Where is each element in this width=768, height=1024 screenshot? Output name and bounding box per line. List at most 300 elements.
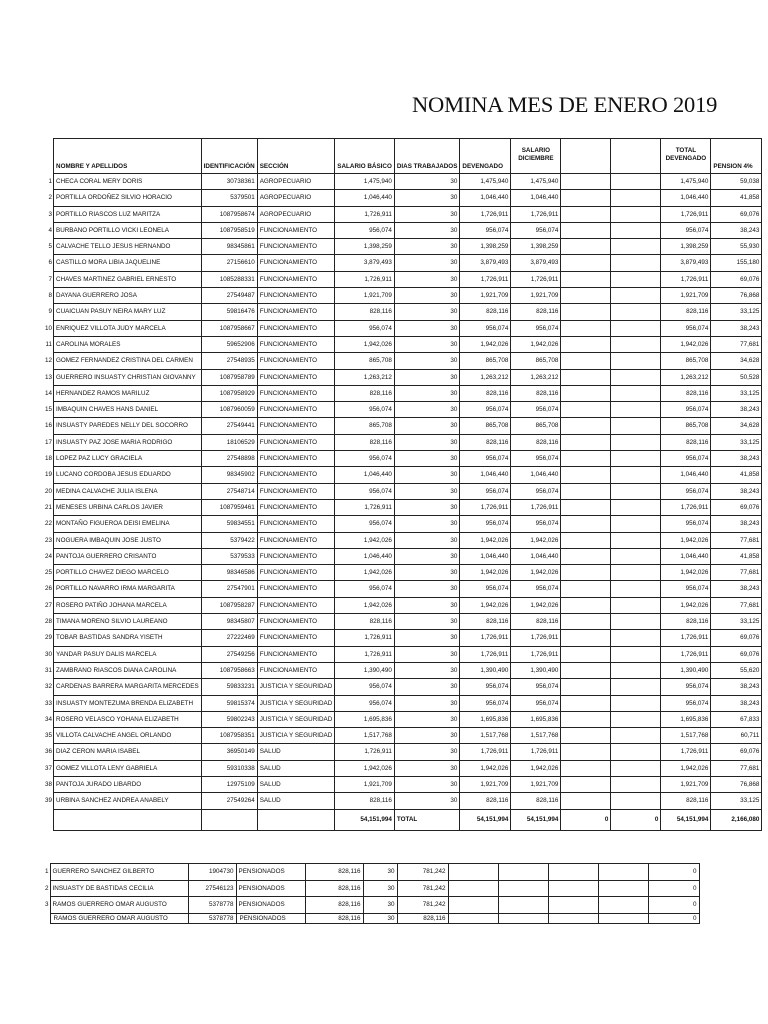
header-blank-2 bbox=[611, 139, 661, 174]
row-number: 12 bbox=[45, 357, 53, 365]
employee-id: 59815374 bbox=[201, 695, 257, 711]
total-devengado: 1,726,911 bbox=[661, 271, 711, 287]
devengado: 1,390,490 bbox=[460, 662, 511, 678]
salary-basic: 828,116 bbox=[305, 880, 363, 897]
devengado: 1,046,440 bbox=[460, 548, 511, 564]
row-number: 15 bbox=[45, 406, 53, 414]
salary-basic: 1,517,768 bbox=[335, 728, 395, 744]
blank-cell bbox=[561, 744, 611, 760]
devengado: 1,942,026 bbox=[460, 565, 511, 581]
row-number: 9 bbox=[48, 308, 53, 316]
row-number: 35 bbox=[45, 732, 53, 740]
devengado: 1,942,026 bbox=[460, 760, 511, 776]
blank-cell bbox=[611, 434, 661, 450]
pension: 38,243 bbox=[711, 222, 762, 238]
blank-cell bbox=[561, 385, 611, 401]
pension: 38,243 bbox=[711, 581, 762, 597]
pension: 34,628 bbox=[711, 353, 762, 369]
salary-basic: 865,708 bbox=[335, 353, 395, 369]
devengado: 1,942,026 bbox=[460, 597, 511, 613]
days-worked: 30 bbox=[394, 711, 460, 727]
salary-december: 1,726,911 bbox=[511, 630, 561, 646]
devengado: 1,726,911 bbox=[460, 630, 511, 646]
salary-basic: 865,708 bbox=[335, 418, 395, 434]
pension: 38,243 bbox=[711, 320, 762, 336]
header-blank-1 bbox=[561, 139, 611, 174]
salary-december: 956,074 bbox=[511, 516, 561, 532]
devengado: 1,263,212 bbox=[460, 369, 511, 385]
pension: 38,243 bbox=[711, 402, 762, 418]
pensioner-rows bbox=[45, 864, 699, 924]
row-number: 2 bbox=[45, 884, 49, 892]
pensioner-id: 5378778 bbox=[188, 897, 236, 914]
total-devengado: 956,074 bbox=[661, 581, 711, 597]
days-worked: 30 bbox=[394, 532, 460, 548]
employee-name: GUERRERO INSUASTY CHRISTIAN GIOVANNY bbox=[54, 369, 202, 385]
employee-section: AGROPECUARIO bbox=[257, 174, 335, 190]
blank-cell bbox=[561, 320, 611, 336]
devengado: 956,074 bbox=[460, 451, 511, 467]
pension: 38,243 bbox=[711, 483, 762, 499]
blank-cell bbox=[611, 548, 661, 564]
total-salary: 54,151,994 bbox=[335, 809, 395, 830]
devengado: 1,726,911 bbox=[460, 206, 511, 222]
salary-december: 1,046,440 bbox=[511, 467, 561, 483]
employee-id: 59310338 bbox=[201, 760, 257, 776]
devengado: 956,074 bbox=[460, 222, 511, 238]
row-number: 38 bbox=[45, 780, 53, 788]
employee-name: DIAZ CERON MARIA ISABEL bbox=[54, 744, 202, 760]
header-row bbox=[45, 139, 762, 174]
devengado: 1,695,836 bbox=[460, 711, 511, 727]
employee-id: 27156610 bbox=[201, 255, 257, 271]
blank-cell bbox=[561, 206, 611, 222]
salary-december: 1,475,940 bbox=[511, 174, 561, 190]
payroll-rows bbox=[45, 174, 762, 810]
pension: 69,076 bbox=[711, 646, 762, 662]
total-devengado: 1,726,911 bbox=[661, 646, 711, 662]
blank-cell bbox=[561, 190, 611, 206]
salary-december: 1,921,709 bbox=[511, 288, 561, 304]
employee-name: HERNANDEZ RAMOS MARILUZ bbox=[54, 385, 202, 401]
days-worked: 30 bbox=[394, 353, 460, 369]
days-worked: 30 bbox=[394, 206, 460, 222]
blank-cell bbox=[561, 353, 611, 369]
blank-cell bbox=[611, 206, 661, 222]
totals-row bbox=[45, 809, 762, 830]
salary-december: 1,726,911 bbox=[511, 744, 561, 760]
total-devengado: 1,942,026 bbox=[661, 532, 711, 548]
row-number: 23 bbox=[45, 536, 53, 544]
table-row bbox=[45, 565, 762, 581]
employee-section: JUSTICIA Y SEGURIDAD bbox=[257, 728, 335, 744]
employee-id: 27548714 bbox=[201, 483, 257, 499]
employee-name: MONTAÑO FIGUEROA DEISI EMELINA bbox=[54, 516, 202, 532]
employee-section: FUNCIONAMIENTO bbox=[257, 614, 335, 630]
employee-section: FUNCIONAMIENTO bbox=[257, 532, 335, 548]
employee-name: VILLOTA CALVACHE ANGEL ORLANDO bbox=[54, 728, 202, 744]
total-label: TOTAL bbox=[394, 809, 460, 830]
row-number: 36 bbox=[45, 748, 53, 756]
pension: 76,868 bbox=[711, 776, 762, 792]
days-worked: 30 bbox=[394, 630, 460, 646]
days-worked: 30 bbox=[394, 728, 460, 744]
blank-cell bbox=[611, 793, 661, 809]
employee-name: CAROLINA MORALES bbox=[54, 336, 202, 352]
devengado: 956,074 bbox=[460, 581, 511, 597]
pension: 67,833 bbox=[711, 711, 762, 727]
blank-cell bbox=[561, 174, 611, 190]
days-worked: 30 bbox=[394, 760, 460, 776]
employee-section: FUNCIONAMIENTO bbox=[257, 402, 335, 418]
pensioner-row bbox=[45, 864, 699, 881]
row-number: 39 bbox=[45, 797, 53, 805]
pension: 76,868 bbox=[711, 288, 762, 304]
blank-cell bbox=[561, 369, 611, 385]
row-number: 20 bbox=[45, 487, 53, 495]
employee-id: 59802243 bbox=[201, 711, 257, 727]
blank-cell bbox=[611, 222, 661, 238]
total-salary-dec: 54,151,994 bbox=[511, 809, 561, 830]
total-devengado: 1,921,709 bbox=[661, 776, 711, 792]
devengado: 865,708 bbox=[460, 418, 511, 434]
salary-december: 828,116 bbox=[511, 434, 561, 450]
salary-december: 828,116 bbox=[511, 793, 561, 809]
row-number: 32 bbox=[45, 683, 53, 691]
salary-basic: 3,879,493 bbox=[335, 255, 395, 271]
salary-december: 1,726,911 bbox=[511, 646, 561, 662]
row-number: 3 bbox=[45, 901, 49, 909]
devengado: 1,942,026 bbox=[460, 532, 511, 548]
salary-basic: 828,116 bbox=[335, 614, 395, 630]
pension: 33,125 bbox=[711, 304, 762, 320]
table-row bbox=[45, 662, 762, 678]
days-worked: 30 bbox=[363, 880, 397, 897]
blank-cell bbox=[448, 913, 498, 923]
table-row bbox=[45, 190, 762, 206]
blank-cell bbox=[611, 744, 661, 760]
days-worked: 30 bbox=[394, 679, 460, 695]
total-devengado: 956,074 bbox=[661, 320, 711, 336]
devengado: 781,242 bbox=[397, 897, 448, 914]
blank-cell bbox=[561, 467, 611, 483]
total-devengado: 1,942,026 bbox=[661, 597, 711, 613]
pension: 77,681 bbox=[711, 597, 762, 613]
days-worked: 30 bbox=[394, 336, 460, 352]
devengado: 781,242 bbox=[397, 864, 448, 881]
pension: 59,038 bbox=[711, 174, 762, 190]
days-worked: 30 bbox=[394, 614, 460, 630]
employee-section: FUNCIONAMIENTO bbox=[257, 304, 335, 320]
blank-cell bbox=[561, 499, 611, 515]
salary-basic: 1,475,940 bbox=[335, 174, 395, 190]
blank-cell bbox=[561, 516, 611, 532]
devengado: 781,242 bbox=[397, 880, 448, 897]
employee-name: ROSERO PATIÑO JOHANA MARCELA bbox=[54, 597, 202, 613]
table-row bbox=[45, 793, 762, 809]
employee-name: CHAVES MARTINEZ GABRIEL ERNESTO bbox=[54, 271, 202, 287]
row-number: 19 bbox=[45, 471, 53, 479]
employee-id: 27549264 bbox=[201, 793, 257, 809]
employee-section: FUNCIONAMIENTO bbox=[257, 499, 335, 515]
employee-id: 36950149 bbox=[201, 744, 257, 760]
blank-cell bbox=[561, 239, 611, 255]
days-worked: 30 bbox=[363, 913, 397, 923]
pension: 60,711 bbox=[711, 728, 762, 744]
blank-cell bbox=[611, 695, 661, 711]
devengado: 1,517,768 bbox=[460, 728, 511, 744]
salary-december: 1,398,259 bbox=[511, 239, 561, 255]
days-worked: 30 bbox=[394, 385, 460, 401]
pension: 55,620 bbox=[711, 662, 762, 678]
pension: 77,681 bbox=[711, 760, 762, 776]
salary-basic: 1,921,709 bbox=[335, 288, 395, 304]
header-salary: SALARIO BÁSICO bbox=[335, 139, 395, 174]
row-number: 4 bbox=[48, 226, 53, 234]
employee-id: 27549441 bbox=[201, 418, 257, 434]
total-devengado: 956,074 bbox=[661, 695, 711, 711]
devengado: 1,726,911 bbox=[460, 499, 511, 515]
salary-basic: 956,074 bbox=[335, 222, 395, 238]
salary-december: 865,708 bbox=[511, 353, 561, 369]
salary-basic: 1,921,709 bbox=[335, 776, 395, 792]
header-section: SECCIÓN bbox=[257, 139, 335, 174]
employee-section: FUNCIONAMIENTO bbox=[257, 646, 335, 662]
blank-cell bbox=[611, 320, 661, 336]
row-number: 27 bbox=[45, 601, 53, 609]
devengado: 865,708 bbox=[460, 353, 511, 369]
salary-basic: 956,074 bbox=[335, 581, 395, 597]
employee-name: LOPEZ PAZ LUCY GRACIELA bbox=[54, 451, 202, 467]
employee-name: TOBAR BASTIDAS SANDRA YISETH bbox=[54, 630, 202, 646]
employee-section: FUNCIONAMIENTO bbox=[257, 385, 335, 401]
employee-id: 27222469 bbox=[201, 630, 257, 646]
blank-cell bbox=[611, 581, 661, 597]
employee-id: 27549487 bbox=[201, 288, 257, 304]
row-number: 34 bbox=[45, 715, 53, 723]
devengado: 956,074 bbox=[460, 320, 511, 336]
blank-cell bbox=[561, 532, 611, 548]
total-pension: 2,166,080 bbox=[711, 809, 762, 830]
salary-basic: 1,398,259 bbox=[335, 239, 395, 255]
blank-cell bbox=[561, 793, 611, 809]
pensioner-name: INSUASTY DE BASTIDAS CECILIA bbox=[50, 880, 188, 897]
employee-id: 1087958287 bbox=[201, 597, 257, 613]
employee-name: CHECA CORAL MERY DORIS bbox=[54, 174, 202, 190]
blank-cell bbox=[611, 516, 661, 532]
salary-december: 1,942,026 bbox=[511, 565, 561, 581]
row-number: 11 bbox=[45, 340, 53, 348]
salary-basic: 1,726,911 bbox=[335, 271, 395, 287]
row-number: 16 bbox=[45, 422, 53, 430]
blank-cell bbox=[561, 255, 611, 271]
row-number: 2 bbox=[48, 194, 53, 202]
total-devengado: 3,879,493 bbox=[661, 255, 711, 271]
blank-cell bbox=[611, 369, 661, 385]
table-row bbox=[45, 451, 762, 467]
blank-cell bbox=[448, 880, 498, 897]
pension: 33,125 bbox=[711, 385, 762, 401]
salary-december: 1,921,709 bbox=[511, 776, 561, 792]
header-salary-dec: SALARIO DICIEMBRE bbox=[511, 139, 561, 174]
total-devengado: 1,695,836 bbox=[661, 711, 711, 727]
days-worked: 30 bbox=[394, 271, 460, 287]
table-row bbox=[45, 499, 762, 515]
pensioner-section: PENSIONADOS bbox=[236, 864, 305, 881]
total-devengado: 956,074 bbox=[661, 451, 711, 467]
employee-id: 59834551 bbox=[201, 516, 257, 532]
employee-id: 98345807 bbox=[201, 614, 257, 630]
blank-cell bbox=[611, 483, 661, 499]
salary-december: 1,942,026 bbox=[511, 760, 561, 776]
days-worked: 30 bbox=[394, 174, 460, 190]
devengado: 3,879,493 bbox=[460, 255, 511, 271]
days-worked: 30 bbox=[394, 695, 460, 711]
employee-section: FUNCIONAMIENTO bbox=[257, 320, 335, 336]
salary-basic: 1,942,026 bbox=[335, 597, 395, 613]
salary-december: 1,046,440 bbox=[511, 548, 561, 564]
salary-december: 1,726,911 bbox=[511, 499, 561, 515]
total-devengado: 828,116 bbox=[661, 434, 711, 450]
table-row bbox=[45, 581, 762, 597]
employee-section: FUNCIONAMIENTO bbox=[257, 336, 335, 352]
pension: 38,243 bbox=[711, 679, 762, 695]
salary-basic: 828,116 bbox=[305, 897, 363, 914]
devengado: 1,398,259 bbox=[460, 239, 511, 255]
blank-cell bbox=[548, 880, 598, 897]
table-row bbox=[45, 288, 762, 304]
total-devengado: 828,116 bbox=[661, 614, 711, 630]
employee-id: 5379533 bbox=[201, 548, 257, 564]
table-row bbox=[45, 548, 762, 564]
pension: 0 bbox=[648, 913, 699, 923]
total-devengado: 54,151,994 bbox=[460, 809, 511, 830]
blank-cell bbox=[498, 880, 548, 897]
salary-december: 1,517,768 bbox=[511, 728, 561, 744]
blank-cell bbox=[598, 913, 648, 923]
days-worked: 30 bbox=[394, 597, 460, 613]
row-number: 31 bbox=[45, 666, 53, 674]
employee-id: 30738361 bbox=[201, 174, 257, 190]
employee-section: FUNCIONAMIENTO bbox=[257, 288, 335, 304]
days-worked: 30 bbox=[394, 239, 460, 255]
header-devengado: DEVENGADO bbox=[460, 139, 511, 174]
blank-cell bbox=[561, 776, 611, 792]
row-number: 1 bbox=[45, 868, 49, 875]
pension: 41,858 bbox=[711, 190, 762, 206]
salary-basic: 956,074 bbox=[335, 695, 395, 711]
row-number: 21 bbox=[45, 503, 53, 511]
days-worked: 30 bbox=[394, 565, 460, 581]
pensioner-row bbox=[45, 897, 699, 914]
salary-december: 956,074 bbox=[511, 222, 561, 238]
total-devengado: 1,046,440 bbox=[661, 190, 711, 206]
pension: 38,243 bbox=[711, 516, 762, 532]
table-row bbox=[45, 711, 762, 727]
total-devengado: 1,517,768 bbox=[661, 728, 711, 744]
pension: 33,125 bbox=[711, 614, 762, 630]
devengado: 956,074 bbox=[460, 679, 511, 695]
employee-name: TIMANA MORENO SILVIO LAUREANO bbox=[54, 614, 202, 630]
blank-cell bbox=[611, 288, 661, 304]
table-row bbox=[45, 239, 762, 255]
days-worked: 30 bbox=[394, 402, 460, 418]
employee-section: FUNCIONAMIENTO bbox=[257, 418, 335, 434]
salary-december: 865,708 bbox=[511, 418, 561, 434]
blank-cell bbox=[611, 336, 661, 352]
salary-basic: 956,074 bbox=[335, 402, 395, 418]
salary-basic: 828,116 bbox=[305, 864, 363, 881]
table-row bbox=[45, 597, 762, 613]
blank-cell bbox=[611, 467, 661, 483]
blank-cell bbox=[561, 695, 611, 711]
salary-december: 1,942,026 bbox=[511, 597, 561, 613]
blank-cell bbox=[561, 662, 611, 678]
employee-section: FUNCIONAMIENTO bbox=[257, 255, 335, 271]
blank-cell bbox=[561, 630, 611, 646]
total-devengado: 828,116 bbox=[661, 304, 711, 320]
salary-december: 956,074 bbox=[511, 402, 561, 418]
employee-name: CUAICUAN PASUY NEIRA MARY LUZ bbox=[54, 304, 202, 320]
total-devengado: 1,942,026 bbox=[661, 760, 711, 776]
employee-name: MEDINA CALVACHE JULIA ISLENA bbox=[54, 483, 202, 499]
employee-name: LUCANO CORDOBA JESUS EDUARDO bbox=[54, 467, 202, 483]
salary-december: 956,074 bbox=[511, 695, 561, 711]
blank-cell bbox=[611, 776, 661, 792]
table-row bbox=[45, 679, 762, 695]
days-worked: 30 bbox=[394, 467, 460, 483]
employee-section: AGROPECUARIO bbox=[257, 206, 335, 222]
days-worked: 30 bbox=[394, 581, 460, 597]
salary-basic: 1,942,026 bbox=[335, 760, 395, 776]
devengado: 1,475,940 bbox=[460, 174, 511, 190]
employee-id: 1087958667 bbox=[201, 320, 257, 336]
blank-cell bbox=[561, 548, 611, 564]
table-row bbox=[45, 222, 762, 238]
total-devengado: 1,726,911 bbox=[661, 206, 711, 222]
pensioner-name: RAMOS GUERRERO OMAR AUGUSTO bbox=[50, 913, 188, 923]
employee-name: ROSERO VELASCO YOHANA ELIZABETH bbox=[54, 711, 202, 727]
employee-id: 5379422 bbox=[201, 532, 257, 548]
blank-cell bbox=[561, 222, 611, 238]
devengado: 956,074 bbox=[460, 402, 511, 418]
row-number: 8 bbox=[48, 292, 53, 300]
employee-section: FUNCIONAMIENTO bbox=[257, 597, 335, 613]
blank-cell bbox=[561, 483, 611, 499]
employee-id: 12975109 bbox=[201, 776, 257, 792]
days-worked: 30 bbox=[394, 369, 460, 385]
days-worked: 30 bbox=[394, 288, 460, 304]
days-worked: 30 bbox=[394, 304, 460, 320]
devengado: 956,074 bbox=[460, 695, 511, 711]
employee-name: GOMEZ FERNANDEZ CRISTINA DEL CARMEN bbox=[54, 353, 202, 369]
pension: 0 bbox=[648, 897, 699, 914]
row-number: 10 bbox=[45, 324, 53, 332]
employee-section: SALUD bbox=[257, 744, 335, 760]
pension: 34,628 bbox=[711, 418, 762, 434]
blank-cell bbox=[611, 614, 661, 630]
blank-cell bbox=[611, 679, 661, 695]
row-number: 25 bbox=[45, 569, 53, 577]
employee-name: PORTILLO NAVARRO IRMA MARGARITA bbox=[54, 581, 202, 597]
employee-section: FUNCIONAMIENTO bbox=[257, 222, 335, 238]
employee-name: INSUASTY MONTEZUMA BRENDA ELIZABETH bbox=[54, 695, 202, 711]
employee-section: FUNCIONAMIENTO bbox=[257, 516, 335, 532]
employee-section: FUNCIONAMIENTO bbox=[257, 239, 335, 255]
blank-cell bbox=[611, 239, 661, 255]
pension: 41,858 bbox=[711, 467, 762, 483]
salary-basic: 828,116 bbox=[335, 304, 395, 320]
